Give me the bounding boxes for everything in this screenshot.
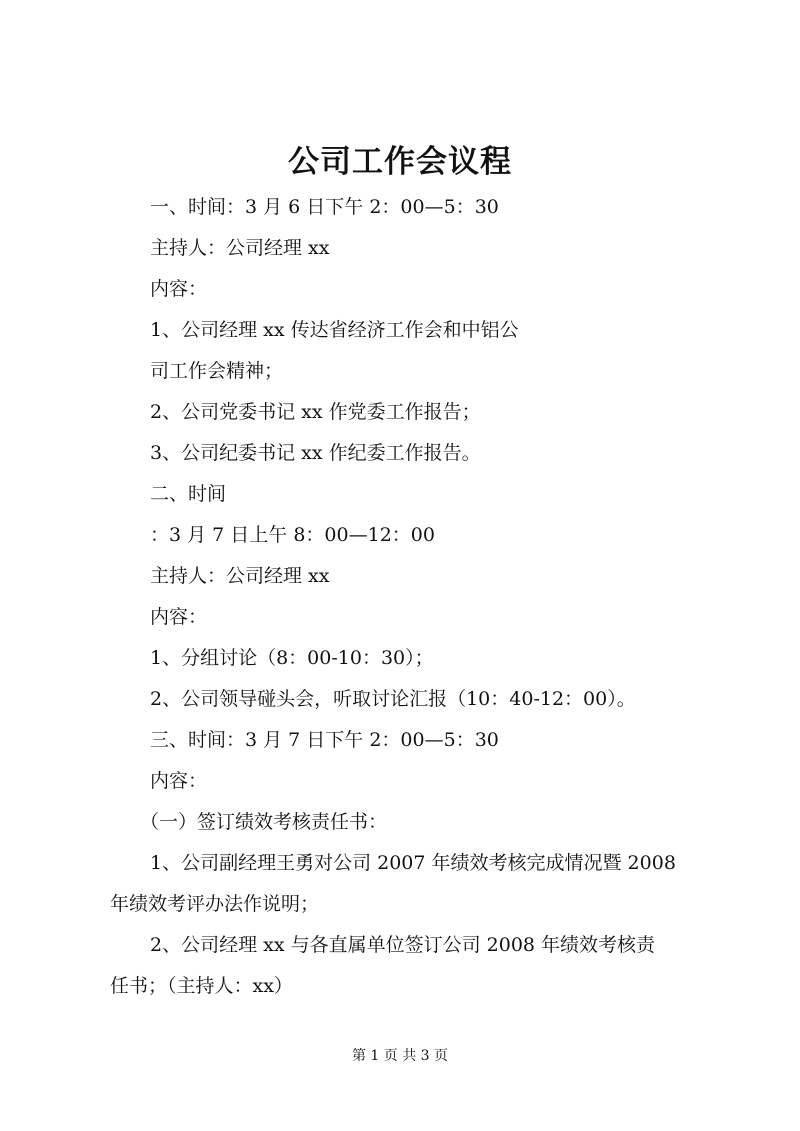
- agenda-line-session2-time: ：3 月 7 日上午 8：00—12：00: [150, 524, 435, 546]
- document-title: 公司工作会议程: [288, 144, 512, 180]
- agenda-line-session2-heading: 二、时间: [150, 483, 227, 505]
- agenda-line-session1-item1: 1、公司经理 xx 传达省经济工作会和中铝公: [150, 319, 519, 341]
- agenda-line-session2-item1: 1、分组讨论（8：00-10：30）；: [150, 647, 434, 669]
- agenda-line-session1-item3: 3、公司纪委书记 xx 作纪委工作报告。: [150, 442, 481, 464]
- agenda-line-session3-item2-cont: 任书；（主持人：xx）: [110, 975, 293, 997]
- agenda-line-session1-host: 主持人：公司经理 xx: [150, 237, 330, 259]
- agenda-line-session3-item1-cont: 年绩效考评办法作说明；: [110, 893, 320, 915]
- agenda-line-session3-subheading: （一）签订绩效考核责任书：: [140, 811, 388, 833]
- agenda-line-session2-item2: 2、公司领导碰头会，听取讨论汇报（10：40-12：00）。: [150, 688, 636, 710]
- agenda-line-session3-item2: 2、公司经理 xx 与各直属单位签订公司 2008 年绩效考核责: [150, 934, 656, 956]
- agenda-line-session2-host: 主持人：公司经理 xx: [150, 565, 330, 587]
- agenda-line-session1-content-label: 内容：: [150, 278, 208, 300]
- agenda-line-session1-item1-cont: 司工作会精神；: [150, 360, 284, 382]
- agenda-line-session3-content-label: 内容：: [150, 770, 208, 792]
- page-footer: 第 1 页 共 3 页: [351, 1048, 449, 1064]
- agenda-line-session3-time: 三、时间：3 月 7 日下午 2：00—5：30: [150, 729, 499, 751]
- agenda-line-session1-item2: 2、公司党委书记 xx 作党委工作报告；: [150, 401, 481, 423]
- agenda-line-session3-item1: 1、公司副经理王勇对公司 2007 年绩效考核完成情况暨 2008: [150, 852, 676, 874]
- agenda-line-session1-time: 一、时间：3 月 6 日下午 2：00—5：30: [150, 196, 499, 218]
- agenda-line-session2-content-label: 内容：: [150, 606, 208, 628]
